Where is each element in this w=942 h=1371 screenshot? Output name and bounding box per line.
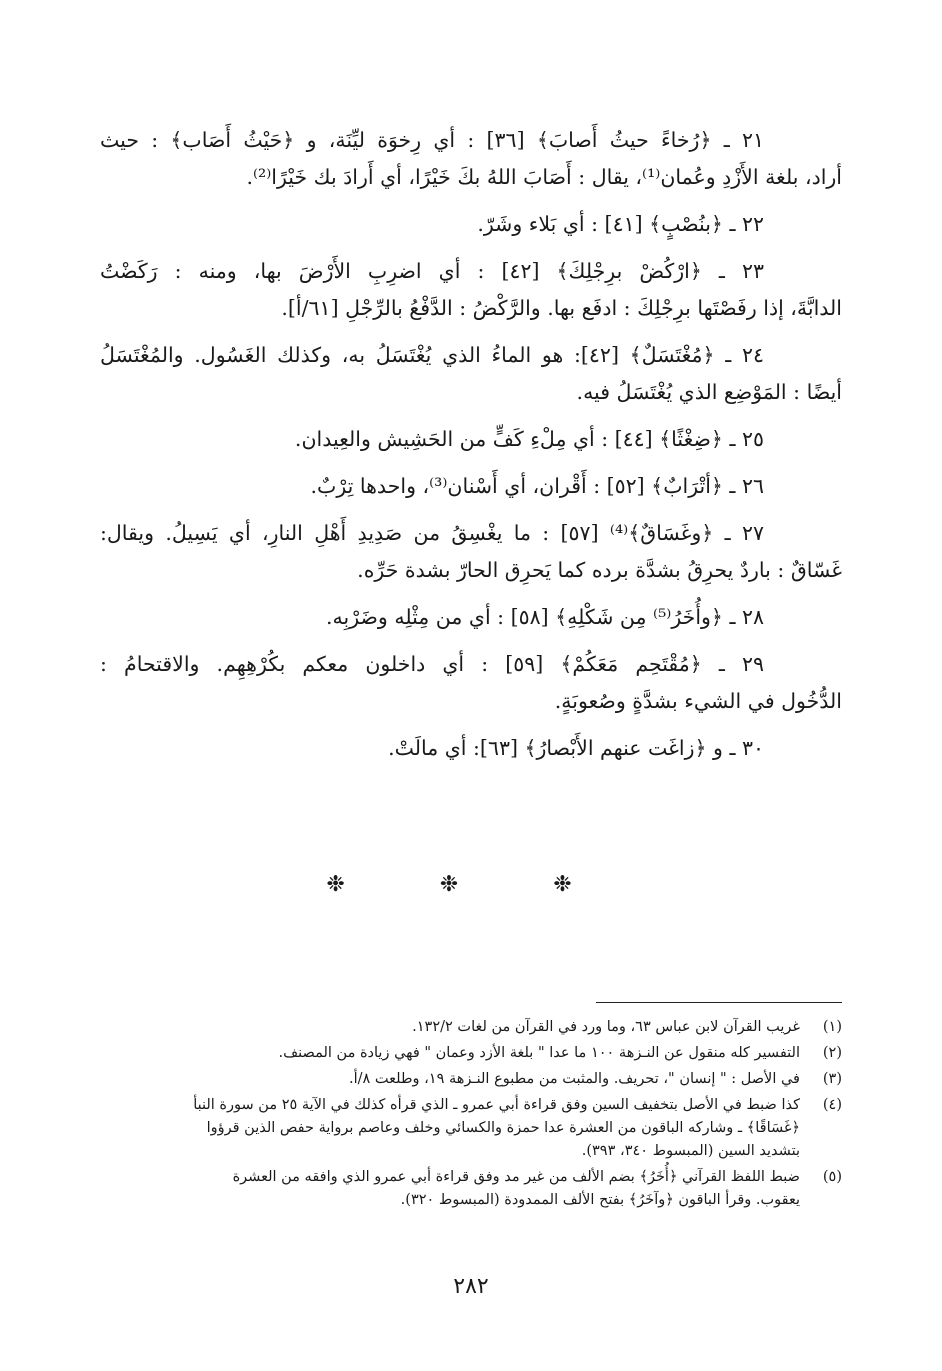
entry-line: أيضًا : المَوْضِع الذي يُغْتَسَلُ فيه. — [576, 380, 842, 404]
entry-line: ٢٤ ـ ﴿مُغْتَسَلٌ﴾ [٤٢]: هو الماءُ الذي يُغْتَسَلُ به، وكذلك الغَسُول. والمُغْتَسَلُ — [100, 343, 764, 367]
entry-30 — [100, 730, 842, 767]
entry-24 — [100, 337, 842, 411]
footnote-number: (٢) — [822, 1045, 842, 1061]
footnote-number: (٤) — [822, 1097, 842, 1113]
footnote-divider — [596, 1002, 842, 1003]
footnote-line: بتشديد السين (المبسوط ٣٤٠، ٣٩٣). — [581, 1143, 800, 1159]
entry-26 — [100, 468, 842, 505]
entry-line: ٢٩ ـ ﴿مُقْتَحِم مَعَكُمْ﴾ [٥٩] : أي داخلون معكم بكُرْهِهِم. والاقتحامُ : — [100, 652, 764, 676]
footnote-line: كذا ضبط في الأصل بتخفيف السين وفق قراءة أبي عمرو ـ الذي قرأه كذلك في الآية ٢٥ من سورة النبأ — [193, 1097, 800, 1113]
entry-line: ٢٢ ـ ﴿بنُصْبٍ﴾ [٤١] : أي بَلاء وشَرّ. — [477, 212, 764, 236]
footnote-number: (٣) — [822, 1071, 842, 1087]
footnote-5 — [100, 1166, 842, 1212]
entry-line: ٢٥ ـ ﴿ضِغْثًا﴾ [٤٤] : أي مِلْءِ كَفٍّ من الحَشِيش والعِيدان. — [294, 427, 764, 451]
entry-line: ٢١ ـ ﴿رُخاءً حيثُ أَصابَ﴾ [٣٦] : أي رِخوَة ليِّنَة، و ﴿حَيْثُ أَصَاب﴾ : حيث — [100, 128, 765, 152]
footnotes — [100, 1016, 842, 1215]
footnote-4 — [100, 1094, 842, 1163]
entry-21 — [100, 122, 842, 196]
entry-line: الدُّخُول في الشيء بشدَّةٍ وصُعوبَةٍ. — [554, 689, 842, 713]
entry-27 — [100, 515, 842, 589]
entry-28 — [100, 599, 842, 636]
entry-25 — [100, 421, 842, 458]
footnote-line: يعقوب. وقرأ الباقون ﴿وآخَرُ﴾ بفتح الألف الممدودة (المبسوط ٣٢٠). — [400, 1192, 800, 1208]
footnote-line: ﴿غَسَاقًا﴾ ـ وشاركه الباقون من العشرة عدا حمزة والكسائي وخلف وعاصم برواية حفص الذين قرؤوا — [206, 1120, 800, 1136]
footnote-line: غريب القرآن لابن عباس ٦٣، وما ورد في القرآن من لغات ١٣٢/٢. — [412, 1019, 800, 1035]
footnote-3 — [100, 1068, 842, 1091]
footnote-line: في الأصل : " إنسان "، تحريف. والمثبت من مطبوع النـزهة ١٩، وطلعت ٨/أ. — [348, 1071, 800, 1087]
entry-29 — [100, 646, 842, 720]
footnote-line: ضبط اللفظ القرآني ﴿أُخَرُ﴾ بضم الألف من غير مد وفق قراءة أبي عمرو الذي وافقه من العشرة — [232, 1169, 800, 1185]
entry-22 — [100, 206, 842, 243]
entry-line: أراد، بلغة الأَزْدِ وعُمان⁽¹⁾، يقال : أَصَابَ اللهُ بكَ خَيْرًا، أي أَرادَ بك خَيْرًا⁽²⁾. — [246, 165, 842, 189]
section-separator: ❉ ❉ ❉ — [326, 872, 616, 897]
entry-line: ٢٣ ـ ﴿ارْكُضْ برِجْلِكَ﴾ [٤٢] : أي اضرِبِ الأَرْضَ بها، ومنه : رَكَضْتُ — [100, 259, 764, 283]
entry-line: ٣٠ ـ و ﴿زاغَت عنهم الأَبْصارُ﴾ [٦٣]: أي مالَتْ. — [388, 736, 764, 760]
footnote-line: التفسير كله منقول عن النـزهة ١٠٠ ما عدا " بلغة الأزد وعمان " فهي زيادة من المصنف. — [278, 1045, 800, 1061]
glossary-entries — [100, 122, 842, 777]
page-number: ٢٨٢ — [453, 1274, 489, 1299]
entry-23 — [100, 253, 842, 327]
entry-line: ٢٧ ـ ﴿وغَسَاقٌ﴾⁽⁴⁾ [٥٧] : ما يغْسِقُ من صَدِيدِ أَهْلِ النارِ، أي يَسِيلُ. ويقال: — [100, 521, 764, 545]
entry-line: ٢٨ ـ ﴿وأُخَرُ⁽⁵⁾ مِن شَكْلِهِ﴾ [٥٨] : أي من مِثْلِه وضَرْبِه. — [325, 605, 764, 629]
footnote-1 — [100, 1016, 842, 1039]
footnote-number: (٥) — [822, 1169, 842, 1185]
footnote-2 — [100, 1042, 842, 1065]
entry-line: غَسّاقٌ : باردٌ يحرِقُ بشدَّة برده كما يَحرِق الحارّ بشدة حَرِّه. — [357, 558, 842, 582]
entry-line: ٢٦ ـ ﴿أتْرَابٌ﴾ [٥٢] : أَقْران، أي أَسْنان⁽³⁾، واحدها تِرْبٌ. — [310, 474, 764, 498]
footnote-number: (١) — [822, 1019, 842, 1035]
entry-line: الدابَّةَ، إذا رفَصْتَها برِجْلِكَ : ادفَع بها. والرَّكْضُ : الدَّفْعُ بالرِّجْلِ [٦١/أ]. — [281, 296, 842, 320]
